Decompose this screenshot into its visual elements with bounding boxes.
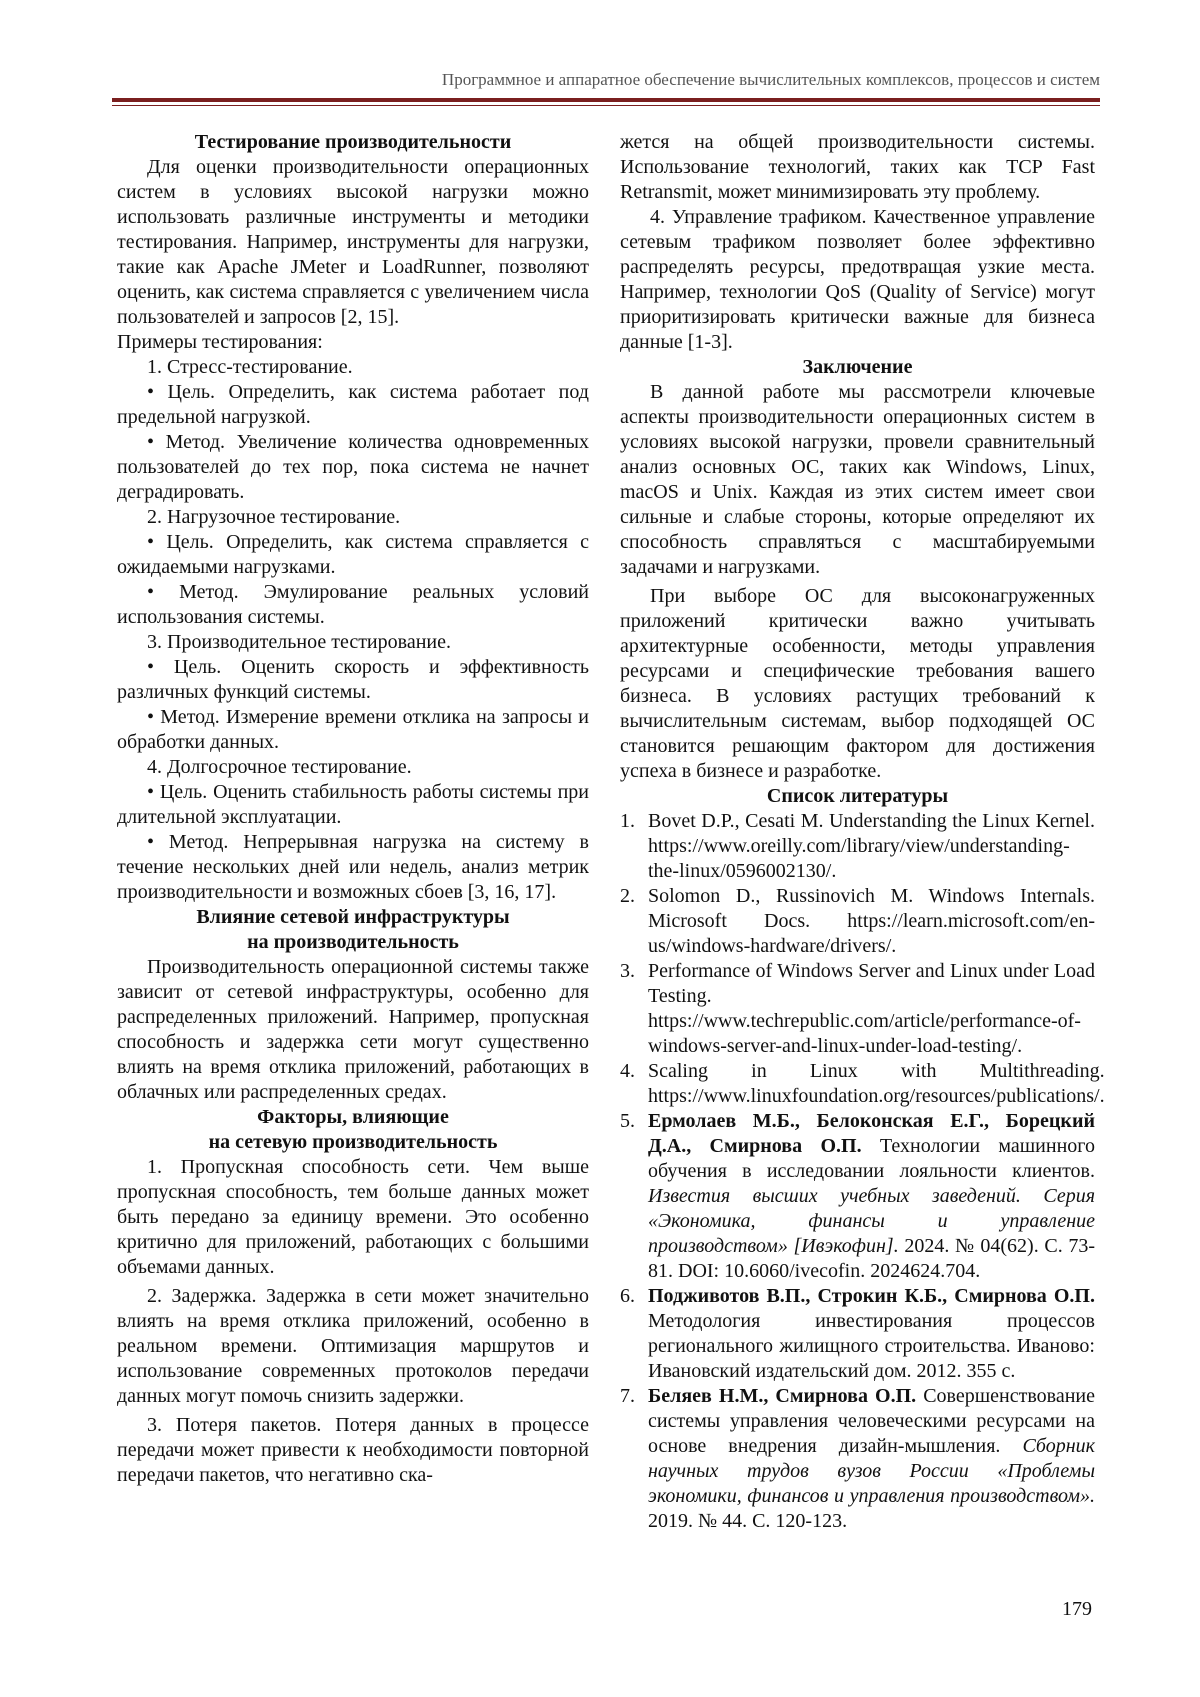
paragraph: 4. Управление трафиком. Качественное управление сетевым трафиком позволяет более эффективно распределять ресурсы, предотвращая узкие места. Например, технологии QoS (Quality of Service) могут приоритизировать критически важные для бизнеса данные [1-3]. <box>620 206 1095 353</box>
list-item: • Цель. Оценить стабильность работы системы при длительной эксплуатации. <box>117 781 589 828</box>
reference-item: 2. Solomon D., Russinovich M. Windows Internals. Microsoft Docs. https://learn.microsoft.com/en-us/windows-hardware/drivers/. <box>620 885 1095 957</box>
header-rule-thin <box>112 105 1100 106</box>
paragraph: При выборе ОС для высоконагруженных приложений критически важно учитывать архитектурные особенности, методы управления ресурсами и специфические требования вашего бизнеса. В условиях растущих требований к вычислительным системам, выбор подходящей ОС становится решающим фактором для достижения успеха в бизнесе и разработке. <box>620 585 1095 782</box>
paragraph: В данной работе мы рассмотрели ключевые аспекты производительности операционных систем в условиях высокой нагрузки, провели сравнительный анализ основных ОС, таких как Windows, Linux, macOS и Unix. Каждая из этих систем имеет свои сильные и слабые стороны, которые определяют их способность справляться с масштабируемыми задачами и нагрузками. <box>620 381 1095 578</box>
section-heading-factors-2: на сетевую производительность <box>208 1131 498 1153</box>
paragraph: 3. Потеря пакетов. Потеря данных в процессе передачи может привести к необходимости повторной передачи пакетов, что негативно ска- <box>117 1414 589 1486</box>
header-rule <box>112 98 1100 102</box>
reference-item: 3. Performance of Windows Server and Linux under Load Testing. https://www.techrepublic.com/article/performance-of-windows-server-and-linux-under-load-testing/. <box>620 960 1095 1057</box>
reference-item: 7. Беляев Н.М., Смирнова О.П. Совершенствование системы управления человеческими ресурсами на основе внедрения дизайн-мышления. Сборник научных трудов вузов России «Проблемы экономики, финансов и управления производством». 2019. № 44. С. 120-123. <box>620 1385 1096 1532</box>
list-item: 2. Нагрузочное тестирование. <box>147 506 401 528</box>
right-column <box>620 130 1105 1534</box>
paragraph: Примеры тестирования: <box>117 331 323 353</box>
section-heading-testing: Тестирование производительности <box>194 131 512 153</box>
section-heading-network-2: на производительность <box>247 931 459 953</box>
paragraph: Производительность операционной системы также зависит от сетевой инфраструктуры, особенно для распределенных приложений. Например, пропускная способность и задержка сети могут существенно влиять на время отклика приложений, работающих в облачных или распределенных средах. <box>117 956 589 1103</box>
page-number: 179 <box>1062 1598 1092 1620</box>
list-item: 3. Производительное тестирование. <box>147 631 451 653</box>
paragraph: 1. Пропускная способность сети. Чем выше пропускная способность, тем больше данных может быть передано за единицу времени. Это особенно критично для приложений, работающих с большими объемами данных. <box>117 1156 589 1278</box>
paragraph: 2. Задержка. Задержка в сети может значительно влиять на время отклика приложений, особенно в реальном времени. Оптимизация маршрутов и использование современных протоколов передачи данных могут помочь снизить задержки. <box>117 1285 589 1407</box>
list-item: • Метод. Увеличение количества одновременных пользователей до тех пор, пока система не начнет деградировать. <box>117 431 589 503</box>
section-heading-factors: Факторы, влияющие <box>257 1106 449 1128</box>
list-item: • Цель. Определить, как система справляется с ожидаемыми нагрузками. <box>117 531 589 578</box>
reference-item: 4. Scaling in Linux with Multithreading. https://www.linuxfoundation.org/resources/publications/. <box>620 1060 1105 1107</box>
section-heading-conclusion: Заключение <box>802 356 913 378</box>
list-item: • Цель. Определить, как система работает под предельной нагрузкой. <box>117 381 589 428</box>
reference-item: 5. Ермолаев М.Б., Белоконская Е.Г., Борецкий Д.А., Смирнова О.П. Технологии машинного обучения в исследовании лояльности клиентов. Известия высших учебных заведений. Серия «Экономика, финансы и управление производством» [Ивэкофин]. 2024. № 04(62). С. 73-81. DOI: 10.6060/ivecofin. 2024624.704. <box>620 1110 1096 1282</box>
paragraph: Для оценки производительности операционных систем в условиях высокой нагрузки можно использовать различные инструменты и методики тестирования. Например, инструменты для нагрузки, такие как Apache JMeter и LoadRunner, позволяют оценить, как система справляется с увеличением числа пользователей и запросов [2, 15]. <box>117 156 589 328</box>
list-item: • Цель. Оценить скорость и эффективность различных функций системы. <box>117 656 589 703</box>
list-item: • Метод. Непрерывная нагрузка на систему в течение нескольких дней или недель, анализ метрик производительности и возможных сбоев [3, 16, 17]. <box>117 831 589 903</box>
reference-item: 6. Подживотов В.П., Строкин К.Б., Смирнова О.П. Методология инвестирования процессов регионального жилищного строительства. Иваново: Ивановский издательский дом. 2012. 355 с. <box>620 1285 1095 1382</box>
reference-list <box>620 809 1105 1534</box>
left-column <box>117 130 589 1488</box>
section-heading-references: Список литературы <box>766 785 949 807</box>
list-item: • Метод. Измерение времени отклика на запросы и обработки данных. <box>117 706 589 753</box>
reference-item: 1. Bovet D.P., Cesati M. Understanding the Linux Kernel. https://www.oreilly.com/library/view/understanding-the-linux/0596002130/. <box>620 810 1095 882</box>
list-item: • Метод. Эмулирование реальных условий использования системы. <box>117 581 589 628</box>
list-item: 1. Стресс-тестирование. <box>147 356 353 378</box>
paragraph: жется на общей производительности системы. Использование технологий, таких как TCP Fast Retransmit, может минимизировать эту проблему. <box>620 131 1095 203</box>
section-heading-network: Влияние сетевой инфраструктуры <box>196 906 510 928</box>
list-item: 4. Долгосрочное тестирование. <box>147 756 412 778</box>
running-header: Программное и аппаратное обеспечение вычислительных комплексов, процессов и систем <box>441 70 1100 89</box>
